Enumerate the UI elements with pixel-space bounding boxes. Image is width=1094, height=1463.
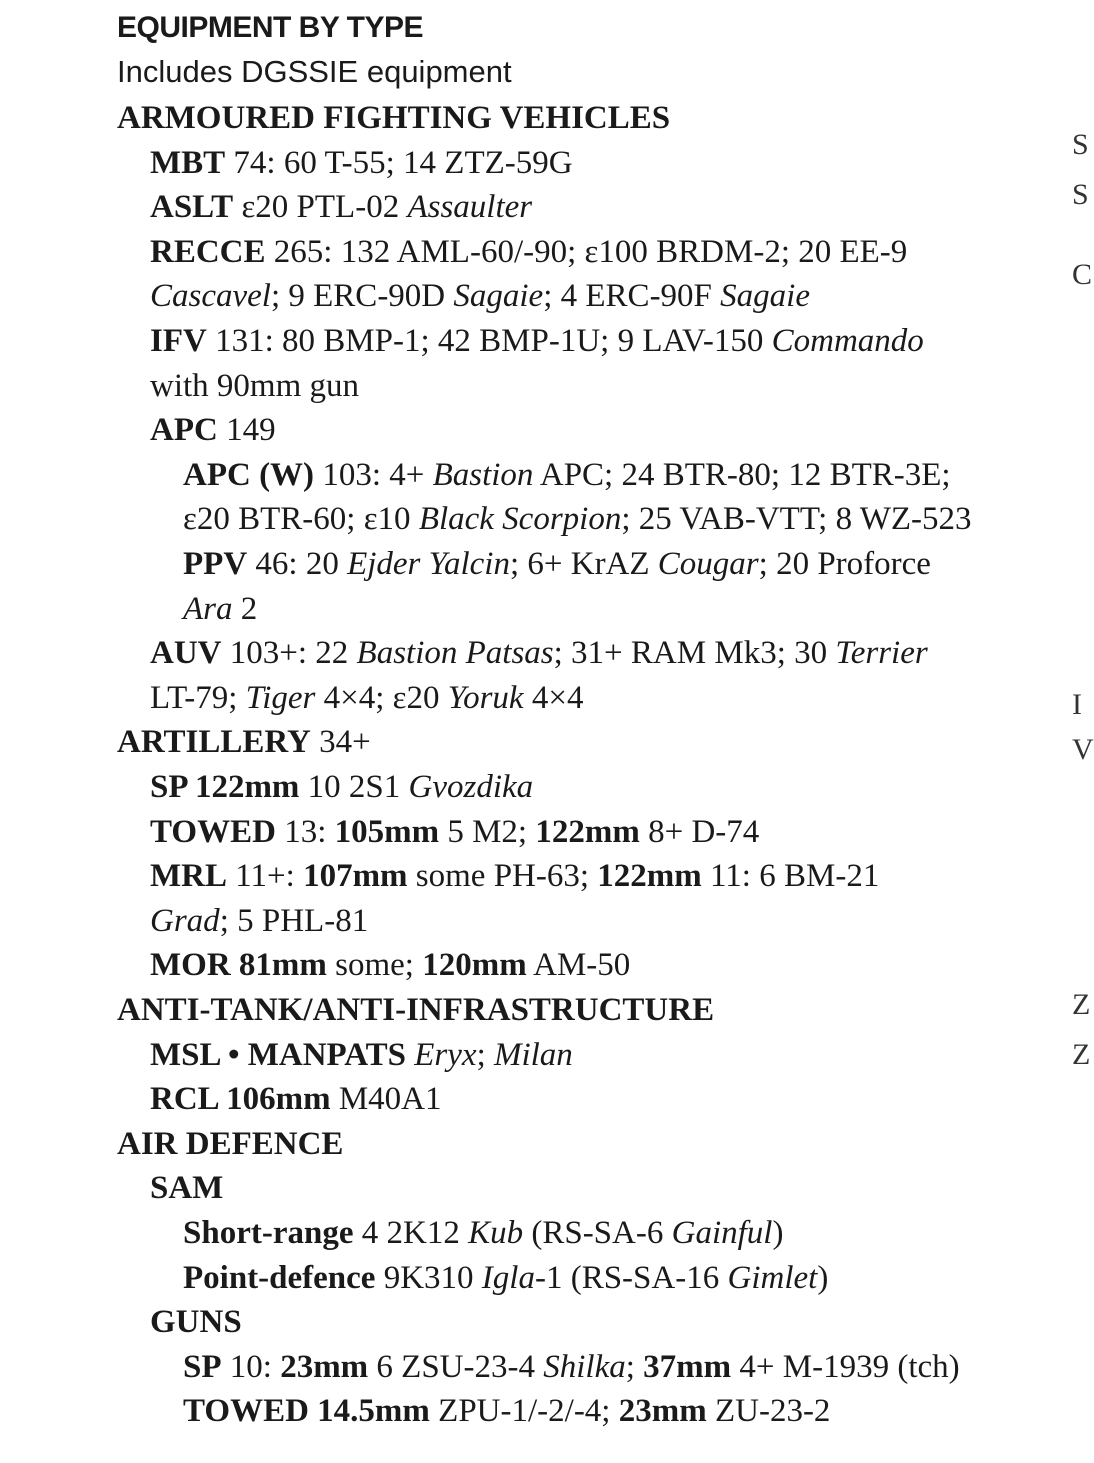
- italic-name: Cougar: [657, 546, 759, 582]
- italic-name: Bastion Patsas: [356, 635, 554, 672]
- text-run: ; 25 VAB-VTT; 8 WZ-523: [621, 501, 972, 538]
- text-run: -1 (RS-SA-16: [534, 1259, 728, 1296]
- italic-name: Grad: [150, 902, 220, 939]
- text-run: ): [817, 1259, 829, 1296]
- italic-name: Terrier: [835, 635, 928, 672]
- sub-equipment-line: [183, 1389, 830, 1433]
- bold-term: AIR DEFENCE: [117, 1125, 344, 1162]
- bold-term: 122mm: [597, 858, 702, 895]
- bold-term: TOWED 14.5mm: [183, 1393, 430, 1430]
- italic-name: Yoruk: [447, 679, 524, 716]
- italic-name: Shilka: [543, 1348, 626, 1385]
- category-heading: [117, 720, 371, 764]
- equipment-line: [150, 319, 924, 363]
- text-run: M40A1: [330, 1081, 442, 1118]
- text-run: ): [772, 1215, 784, 1251]
- sub-equipment-line: [183, 497, 972, 541]
- equipment-line: [150, 943, 630, 987]
- bold-term: SP 122mm: [150, 769, 300, 805]
- italic-name: Sagaie: [453, 278, 544, 315]
- text-run: 34+: [310, 724, 371, 761]
- text-run: 103: 4+: [314, 456, 433, 493]
- equipment-line: [150, 141, 573, 185]
- equipment-line: [150, 631, 928, 675]
- bold-term: RECCE: [150, 233, 266, 270]
- adjacent-column-fragment: Z: [1072, 1038, 1091, 1071]
- category-heading: [117, 96, 670, 140]
- adjacent-column-fragment: S: [1072, 178, 1089, 211]
- text-run: ZPU-1/-2/-4;: [429, 1393, 619, 1430]
- adjacent-column-fragment: S: [1072, 128, 1089, 161]
- text-run: 10:: [221, 1348, 281, 1385]
- bold-term: 122mm: [535, 813, 640, 850]
- text-run: ; 9 ERC-90D: [270, 278, 454, 315]
- bold-term: PPV: [183, 546, 248, 582]
- bold-term: Point-defence: [183, 1259, 376, 1296]
- italic-name: Igla: [481, 1259, 535, 1296]
- italic-name: Black Scorpion: [418, 501, 622, 538]
- text-run: ; 4 ERC-90F: [543, 278, 721, 315]
- equipment-line: [150, 1300, 242, 1344]
- italic-name: Commando: [771, 323, 924, 359]
- italic-name: Gimlet: [727, 1259, 818, 1296]
- text-run: ; 20 Proforce: [758, 546, 931, 582]
- text-run: (RS-SA-6: [523, 1215, 672, 1251]
- text-run: ; 5 PHL-81: [219, 902, 369, 939]
- bold-term: ANTI-TANK/ANTI-INFRASTRUCTURE: [117, 992, 715, 1028]
- italic-name: Cascavel: [150, 278, 271, 315]
- text-run: 5 M2;: [439, 813, 536, 850]
- text-run: 9K310: [375, 1259, 482, 1296]
- italic-name: Ejder Yalcin: [347, 546, 510, 582]
- italic-name: Bastion: [432, 456, 534, 493]
- text-run: 131: 80 BMP-1; 42 BMP-1U; 9 LAV-150: [206, 323, 772, 359]
- section-heading: EQUIPMENT BY TYPE: [117, 11, 424, 44]
- italic-name: Milan: [493, 1036, 573, 1073]
- text-run: APC; 24 BTR-80; 12 BTR-3E;: [533, 456, 951, 493]
- bold-term: 105mm: [334, 813, 440, 850]
- italic-name: Assaulter: [407, 189, 533, 226]
- text-run: ε20 BTR-60; ε10: [183, 501, 419, 538]
- text-run: AM-50: [526, 947, 631, 984]
- equipment-line: [150, 1166, 223, 1210]
- bold-term: TOWED: [150, 813, 276, 850]
- italic-name: Gvozdika: [408, 769, 534, 805]
- text-run: 103+: 22: [221, 635, 357, 672]
- bold-term: AUV: [150, 635, 222, 672]
- text-run: ε20 PTL-02: [233, 189, 408, 226]
- equipment-line: [150, 899, 368, 943]
- equipment-line: [150, 274, 810, 318]
- adjacent-column-fragment: V: [1072, 733, 1094, 766]
- bold-term: SAM: [150, 1170, 224, 1207]
- adjacent-column-fragment: Z: [1072, 988, 1091, 1021]
- equipment-line: [150, 765, 533, 809]
- text-run: ;: [476, 1036, 494, 1073]
- text-run: LT-79;: [150, 679, 246, 716]
- adjacent-column-fragment: C: [1072, 258, 1093, 291]
- bold-term: RCL 106mm: [150, 1081, 331, 1118]
- text-run: 46: 20: [247, 546, 348, 582]
- italic-name: Tiger: [245, 679, 316, 716]
- bold-term: MOR 81mm: [150, 947, 327, 984]
- section-subtitle: Includes DGSSIE equipment: [117, 54, 512, 89]
- text-run: 4+ M-1939 (tch): [731, 1348, 960, 1385]
- bold-term: APC (W): [183, 456, 315, 493]
- sub-equipment-line: [183, 587, 257, 631]
- text-run: with 90mm gun: [150, 367, 360, 404]
- bold-term: 107mm: [303, 858, 408, 895]
- text-run: some PH-63;: [407, 858, 598, 895]
- bold-term: IFV: [150, 323, 207, 359]
- text-run: 11+:: [227, 858, 304, 895]
- category-heading: [117, 988, 714, 1032]
- text-run: 10 2S1: [299, 769, 409, 805]
- italic-name: Eryx: [414, 1036, 477, 1073]
- italic-name: Sagaie: [720, 278, 810, 315]
- equipment-line: [150, 1077, 442, 1121]
- text-run: 2: [232, 590, 258, 627]
- text-run: 149: [217, 412, 276, 449]
- bold-term: MBT: [150, 144, 226, 181]
- equipment-line: [150, 854, 879, 898]
- bold-term: 23mm: [280, 1348, 369, 1385]
- sub-equipment-line: [183, 1345, 960, 1389]
- text-run: ZU-23-2: [706, 1393, 831, 1430]
- bold-term: SP: [183, 1348, 222, 1385]
- text-run: 4×4: [523, 679, 584, 716]
- text-run: 4×4; ε20: [315, 679, 448, 716]
- equipment-line: [150, 676, 583, 720]
- italic-name: Kub: [468, 1215, 524, 1251]
- equipment-line: [150, 810, 759, 854]
- text-run: ;: [625, 1348, 644, 1385]
- sub-equipment-line: [183, 453, 951, 497]
- text-run: some;: [326, 947, 423, 984]
- equipment-line: [150, 230, 907, 274]
- italic-name: Ara: [183, 590, 233, 627]
- text-run: ; 6+ KrAZ: [509, 546, 658, 582]
- bold-term: ARMOURED FIGHTING VEHICLES: [117, 100, 671, 136]
- text-run: 6 ZSU-23-4: [368, 1348, 544, 1385]
- text-run: 4 2K12: [353, 1215, 469, 1251]
- bold-term: GUNS: [150, 1304, 242, 1341]
- italic-name: Gainful: [671, 1215, 773, 1251]
- text-run: 74: 60 T-55; 14 ZTZ-59G: [225, 144, 573, 181]
- sub-equipment-line: [183, 1256, 828, 1300]
- text-run: 8+ D-74: [639, 813, 760, 850]
- text-run: 13:: [275, 813, 335, 850]
- bold-term: ARTILLERY: [117, 724, 311, 761]
- text-run: 11: 6 BM-21: [701, 858, 880, 895]
- bold-term: MRL: [150, 858, 227, 895]
- bold-term: ASLT: [150, 189, 234, 226]
- text-run: 265: 132 AML-60/-90; ε100 BRDM-2; 20 EE-9: [265, 233, 908, 270]
- category-heading: [117, 1122, 343, 1166]
- sub-equipment-line: [183, 542, 931, 586]
- sub-equipment-line: [183, 1211, 783, 1255]
- adjacent-column-fragment: I: [1072, 688, 1082, 721]
- equipment-line: [150, 364, 359, 408]
- text-run: ; 31+ RAM Mk3; 30: [553, 635, 836, 672]
- bold-term: 120mm: [422, 947, 527, 984]
- equipment-line: [150, 1033, 573, 1077]
- equipment-line: [150, 185, 532, 229]
- bold-term: 37mm: [643, 1348, 732, 1385]
- bold-term: Short-range: [183, 1215, 354, 1251]
- bold-term: APC: [150, 412, 218, 449]
- bold-term: MSL • MANPATS: [150, 1036, 407, 1073]
- bold-term: 23mm: [618, 1393, 707, 1430]
- equipment-line: [150, 408, 276, 452]
